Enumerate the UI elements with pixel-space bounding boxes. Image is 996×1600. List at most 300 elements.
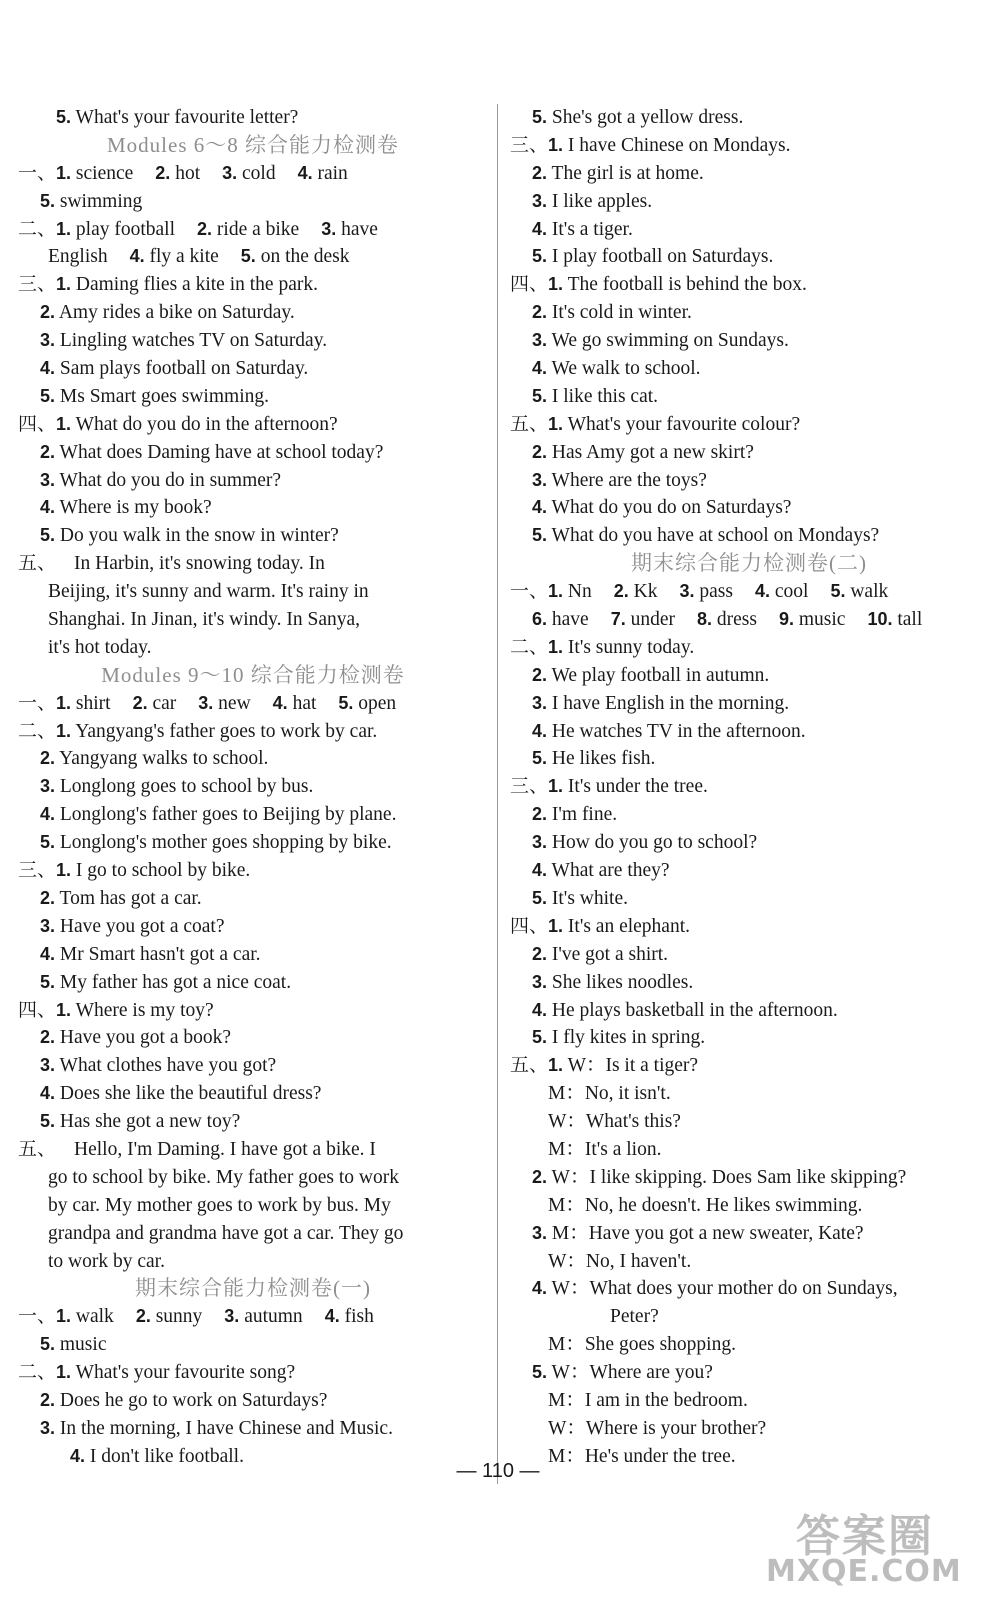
item-number: 1. bbox=[548, 134, 564, 155]
right-column bbox=[510, 104, 988, 1471]
item-number: 4. bbox=[272, 692, 288, 713]
answer-text: Mr Smart hasn't got a car. bbox=[59, 943, 261, 965]
answer-line bbox=[18, 857, 488, 885]
item-number: 5. bbox=[56, 107, 72, 127]
answer-line bbox=[510, 969, 988, 997]
section-marker: 五、 bbox=[510, 1054, 549, 1077]
answer-line bbox=[510, 243, 988, 271]
item-number: 4. bbox=[532, 1278, 548, 1299]
section-heading: 期末综合能力检测卷(二) bbox=[631, 551, 867, 576]
section-heading: Modules 9～10 综合能力检测卷 bbox=[101, 662, 405, 687]
item-number: 2. bbox=[40, 441, 56, 462]
section-heading: Modules 6～8 综合能力检测卷 bbox=[107, 132, 399, 157]
answer-line bbox=[18, 355, 488, 383]
answer-line bbox=[18, 1024, 488, 1052]
answer-text: Does she like the beautiful dress? bbox=[59, 1083, 322, 1105]
answer-text: shirt bbox=[75, 692, 111, 714]
answer-line bbox=[18, 327, 488, 355]
item-number: 2. bbox=[532, 943, 548, 964]
answer-text: W：Where are you? bbox=[551, 1362, 713, 1384]
answer-text: What's your favourite song? bbox=[75, 1362, 296, 1384]
item-number: 1. bbox=[548, 1055, 564, 1076]
answer-line bbox=[510, 662, 988, 690]
answer-text: I don't like football. bbox=[89, 1445, 244, 1467]
answer-text: The football is behind the box. bbox=[567, 274, 807, 296]
answer-line bbox=[18, 801, 488, 829]
item-number: 3. bbox=[40, 330, 56, 351]
answer-line bbox=[510, 1359, 988, 1387]
section-marker: 四、 bbox=[510, 273, 549, 296]
watermark-text-top: 答案圈 bbox=[796, 1511, 934, 1562]
answer-line bbox=[18, 773, 488, 801]
answer-line bbox=[18, 913, 488, 941]
answer-text: How do you go to school? bbox=[551, 832, 758, 854]
answer-line bbox=[510, 829, 988, 857]
item-number: 4. bbox=[532, 218, 548, 239]
section-marker: 三、 bbox=[510, 133, 549, 156]
answer-text: science bbox=[75, 162, 134, 184]
item-number: 1. bbox=[56, 218, 72, 239]
section-marker: 一、 bbox=[18, 161, 57, 184]
answer-line bbox=[510, 773, 988, 801]
item-number: 4. bbox=[40, 358, 56, 379]
left-column bbox=[18, 104, 488, 1471]
answer-text: W：No, I haven't. bbox=[548, 1250, 692, 1272]
item-number: 4. bbox=[754, 581, 770, 602]
answer-text: Yangyang's father goes to work by car. bbox=[75, 720, 378, 742]
item-number: 5. bbox=[532, 385, 548, 406]
answer-text: Daming flies a kite in the park. bbox=[75, 274, 318, 296]
answer-text: open bbox=[358, 692, 397, 714]
item-number: 3. bbox=[532, 190, 548, 211]
item-number: 8. bbox=[697, 609, 713, 630]
item-number: 1. bbox=[548, 636, 564, 657]
section-marker: 五、 bbox=[18, 1137, 57, 1160]
item-number: 9. bbox=[778, 609, 794, 630]
section-marker: 四、 bbox=[18, 412, 57, 435]
item-number: 5. bbox=[532, 1027, 548, 1048]
item-number: 3. bbox=[532, 832, 548, 853]
item-number: 5. bbox=[830, 581, 846, 602]
answer-line bbox=[510, 327, 988, 355]
answer-line bbox=[18, 606, 488, 634]
section-marker: 一、 bbox=[18, 691, 57, 714]
answer-text: Ms Smart goes swimming. bbox=[59, 385, 269, 407]
item-number: 5. bbox=[240, 246, 256, 267]
item-number: 1. bbox=[56, 413, 72, 434]
answer-line bbox=[18, 550, 488, 578]
item-number: 3. bbox=[40, 1055, 56, 1076]
answer-line bbox=[18, 104, 488, 132]
answer-text: dress bbox=[716, 609, 757, 631]
answer-text: Nn bbox=[567, 581, 592, 603]
item-number: 3. bbox=[532, 1222, 548, 1243]
answer-line bbox=[18, 997, 488, 1025]
item-number: 4. bbox=[129, 246, 145, 267]
item-number: 5. bbox=[532, 107, 548, 127]
answer-text: What are they? bbox=[551, 860, 670, 882]
item-number: 4. bbox=[532, 999, 548, 1020]
section-marker: 三、 bbox=[510, 775, 549, 798]
answer-line bbox=[510, 1136, 988, 1164]
answer-text: rain bbox=[317, 162, 348, 184]
answer-line bbox=[510, 913, 988, 941]
item-number: 2. bbox=[532, 1166, 548, 1187]
answer-text: It's white. bbox=[551, 887, 628, 909]
answer-text: it's hot today. bbox=[48, 636, 152, 658]
answer-text: Sam plays football on Saturday. bbox=[59, 358, 309, 380]
item-number: 1. bbox=[548, 413, 564, 434]
section-marker: 四、 bbox=[510, 914, 549, 937]
answer-text: W：Where is your brother? bbox=[548, 1417, 767, 1439]
item-number: 3. bbox=[532, 971, 548, 992]
answer-line bbox=[510, 745, 988, 773]
item-number: 2. bbox=[532, 664, 548, 685]
answer-text: What do you do on Saturdays? bbox=[551, 497, 792, 519]
item-number: 2. bbox=[532, 441, 548, 462]
answer-line bbox=[18, 383, 488, 411]
answer-line bbox=[18, 467, 488, 495]
answer-line bbox=[510, 941, 988, 969]
answer-line bbox=[18, 522, 488, 550]
answer-text: Longlong goes to school by bus. bbox=[59, 776, 314, 798]
answer-text: We play football in autumn. bbox=[551, 664, 770, 686]
section-heading: 期末综合能力检测卷(一) bbox=[135, 1276, 371, 1301]
item-number: 10. bbox=[867, 609, 893, 630]
answer-text: Has Amy got a new skirt? bbox=[551, 441, 754, 463]
answer-line bbox=[18, 1331, 488, 1359]
answer-text: She's got a yellow dress. bbox=[551, 107, 744, 128]
answer-text: M：No, he doesn't. He likes swimming. bbox=[548, 1194, 863, 1216]
section-marker: 五、 bbox=[510, 412, 549, 435]
answer-text: My father has got a nice coat. bbox=[59, 971, 292, 993]
answer-line bbox=[510, 857, 988, 885]
answer-line bbox=[510, 1052, 988, 1080]
item-number: 3. bbox=[40, 776, 56, 797]
item-number: 7. bbox=[610, 609, 626, 630]
item-number: 3. bbox=[40, 469, 56, 490]
answer-line bbox=[18, 634, 488, 662]
answer-text: Has she got a new toy? bbox=[59, 1111, 241, 1133]
answer-line bbox=[18, 299, 488, 327]
answer-text: ride a bike bbox=[216, 218, 300, 240]
answer-text: pass bbox=[699, 581, 733, 603]
answer-line bbox=[510, 690, 988, 718]
item-number: 5. bbox=[532, 1362, 548, 1383]
answer-line bbox=[18, 1192, 488, 1220]
answer-text: swimming bbox=[59, 190, 143, 212]
item-number: 3. bbox=[224, 1306, 240, 1327]
answer-line bbox=[18, 745, 488, 773]
item-number: 2. bbox=[40, 748, 56, 769]
answer-text: M：She goes shopping. bbox=[548, 1334, 736, 1356]
answer-text: What do you do in summer? bbox=[59, 469, 282, 491]
answer-text: It's an elephant. bbox=[567, 915, 691, 937]
answer-line bbox=[18, 578, 488, 606]
answer-line bbox=[510, 104, 988, 132]
item-number: 3. bbox=[198, 692, 214, 713]
answer-line bbox=[510, 885, 988, 913]
section-marker: 三、 bbox=[18, 273, 57, 296]
page-number: — 110 — bbox=[456, 1460, 540, 1482]
answer-line bbox=[510, 299, 988, 327]
answer-text: to work by car. bbox=[48, 1250, 165, 1272]
item-number: 2. bbox=[155, 162, 171, 183]
answer-text: M：It's a lion. bbox=[548, 1138, 662, 1160]
item-number: 2. bbox=[532, 302, 548, 323]
item-number: 1. bbox=[56, 1362, 72, 1383]
answer-text: music bbox=[798, 609, 846, 631]
answer-text: walk bbox=[850, 581, 889, 603]
item-number: 5. bbox=[40, 832, 56, 853]
answer-text: He watches TV in the afternoon. bbox=[551, 720, 806, 742]
answer-text: The girl is at home. bbox=[551, 162, 704, 184]
answer-line bbox=[18, 718, 488, 746]
item-number: 1. bbox=[56, 720, 72, 741]
item-number: 1. bbox=[56, 860, 72, 881]
item-number: 1. bbox=[548, 776, 564, 797]
item-number: 5. bbox=[532, 748, 548, 769]
item-number: 4. bbox=[40, 804, 56, 825]
answer-text: W：Is it a tiger? bbox=[567, 1055, 699, 1077]
answer-text: walk bbox=[75, 1306, 114, 1328]
item-number: 5. bbox=[40, 525, 56, 546]
watermark-text-bottom: MXQE.COM bbox=[766, 1554, 962, 1589]
answer-text: play football bbox=[75, 218, 176, 240]
answer-text: Where is my book? bbox=[59, 497, 212, 519]
answer-line bbox=[18, 494, 488, 522]
item-number: 4. bbox=[297, 162, 313, 183]
answer-text: M：I am in the bedroom. bbox=[548, 1389, 748, 1411]
item-number: 2. bbox=[613, 581, 629, 602]
item-number: 2. bbox=[532, 804, 548, 825]
answer-text: cold bbox=[242, 162, 276, 184]
answer-line bbox=[510, 718, 988, 746]
answer-line bbox=[18, 188, 488, 216]
answer-text: Does he go to work on Saturdays? bbox=[59, 1389, 328, 1411]
answer-line bbox=[18, 1387, 488, 1415]
item-number: 4. bbox=[70, 1445, 86, 1466]
answer-text: Peter? bbox=[610, 1306, 659, 1328]
answer-line bbox=[18, 829, 488, 857]
answer-text: have bbox=[551, 609, 589, 631]
answer-line bbox=[18, 439, 488, 467]
item-number: 5. bbox=[532, 246, 548, 267]
answer-line bbox=[510, 188, 988, 216]
answer-text: I play football on Saturdays. bbox=[551, 246, 774, 268]
answer-line bbox=[18, 969, 488, 997]
answer-text: Tom has got a car. bbox=[59, 887, 202, 909]
item-number: 1. bbox=[56, 162, 72, 183]
section-marker: 二、 bbox=[18, 1361, 57, 1384]
section-marker: 五、 bbox=[18, 552, 57, 575]
answer-line bbox=[510, 634, 988, 662]
answer-line bbox=[18, 1080, 488, 1108]
answer-text: W：I like skipping. Does Sam like skipping? bbox=[551, 1166, 907, 1188]
answer-text: music bbox=[59, 1334, 107, 1356]
answer-line bbox=[18, 1248, 488, 1276]
answer-text: We go swimming on Sundays. bbox=[551, 330, 789, 352]
answer-text: Shanghai. In Jinan, it's windy. In Sanya, bbox=[48, 609, 361, 631]
answer-line bbox=[18, 1303, 488, 1331]
watermark-logo bbox=[756, 1500, 982, 1592]
item-number: 1. bbox=[56, 999, 72, 1020]
column-divider bbox=[497, 104, 498, 1484]
answer-text: go to school by bike. My father goes to work bbox=[48, 1166, 399, 1188]
answer-text: We walk to school. bbox=[551, 358, 701, 380]
answer-line bbox=[510, 1192, 988, 1220]
item-number: 5. bbox=[40, 1334, 56, 1355]
answer-text: M：He's under the tree. bbox=[548, 1445, 736, 1467]
item-number: 2. bbox=[532, 162, 548, 183]
answer-line bbox=[18, 1164, 488, 1192]
answer-line bbox=[18, 1052, 488, 1080]
section-marker: 二、 bbox=[510, 635, 549, 658]
item-number: 5. bbox=[338, 692, 354, 713]
answer-text: What does Daming have at school today? bbox=[59, 441, 384, 463]
item-number: 1. bbox=[548, 915, 564, 936]
answer-text: He likes fish. bbox=[551, 748, 656, 770]
answer-line bbox=[510, 1303, 988, 1331]
item-number: 1. bbox=[548, 274, 564, 295]
item-number: 5. bbox=[532, 525, 548, 546]
answer-line bbox=[510, 1248, 988, 1276]
answer-line bbox=[510, 411, 988, 439]
answer-text: What's your favourite colour? bbox=[567, 413, 801, 435]
section-marker: 三、 bbox=[18, 859, 57, 882]
answer-text: have bbox=[341, 218, 378, 240]
answer-text: hot bbox=[175, 162, 201, 184]
answer-text: M：No, it isn't. bbox=[548, 1083, 671, 1105]
item-number: 2. bbox=[40, 1389, 56, 1410]
answer-text: What's your favourite letter? bbox=[75, 107, 299, 128]
item-number: 5. bbox=[532, 887, 548, 908]
answer-text: sunny bbox=[155, 1306, 203, 1328]
answer-line bbox=[510, 801, 988, 829]
item-number: 2. bbox=[40, 1027, 56, 1048]
answer-text: Beijing, it's sunny and warm. It's rainy in bbox=[48, 581, 369, 603]
answer-line bbox=[18, 271, 488, 299]
item-number: 3. bbox=[40, 1417, 56, 1438]
answer-text: It's under the tree. bbox=[567, 776, 708, 798]
answer-line bbox=[510, 467, 988, 495]
answer-line bbox=[18, 216, 488, 244]
answer-line bbox=[510, 1108, 988, 1136]
answer-line bbox=[18, 1415, 488, 1443]
item-number: 1. bbox=[56, 692, 72, 713]
item-number: 5. bbox=[40, 385, 56, 406]
answer-line bbox=[510, 1164, 988, 1192]
answer-text: I like apples. bbox=[551, 190, 653, 212]
answer-text: W：What does your mother do on Sundays, bbox=[551, 1278, 898, 1300]
answer-text: car bbox=[152, 692, 177, 714]
answer-text: cool bbox=[774, 581, 809, 603]
answer-text: I've got a shirt. bbox=[551, 943, 669, 965]
item-number: 1. bbox=[56, 1306, 72, 1327]
answer-line bbox=[18, 1359, 488, 1387]
section-marker: 一、 bbox=[18, 1305, 57, 1328]
item-number: 2. bbox=[132, 692, 148, 713]
item-number: 6. bbox=[532, 609, 548, 630]
answer-text: Longlong's father goes to Beijing by plane. bbox=[59, 804, 397, 826]
answer-text: What do you have at school on Mondays? bbox=[551, 525, 880, 547]
item-number: 4. bbox=[40, 943, 56, 964]
answer-text: Kk bbox=[633, 581, 658, 603]
answer-text: new bbox=[218, 692, 251, 714]
item-number: 4. bbox=[324, 1306, 340, 1327]
answer-line bbox=[18, 160, 488, 188]
answer-text: She likes noodles. bbox=[551, 971, 694, 993]
answer-line bbox=[510, 1220, 988, 1248]
answer-line bbox=[510, 997, 988, 1025]
answer-text: Hello, I'm Daming. I have got a bike. I bbox=[74, 1138, 376, 1160]
answer-text: Yangyang walks to school. bbox=[59, 748, 269, 770]
item-number: 4. bbox=[532, 860, 548, 881]
answer-text: In the morning, I have Chinese and Music. bbox=[59, 1417, 393, 1439]
answer-text: I have English in the morning. bbox=[551, 692, 790, 714]
answer-text: M：Have you got a new sweater, Kate? bbox=[551, 1222, 864, 1244]
answer-text: It's sunny today. bbox=[567, 636, 695, 658]
answer-text: Amy rides a bike on Saturday. bbox=[58, 302, 295, 324]
answer-line bbox=[510, 132, 988, 160]
section-marker: 一、 bbox=[510, 580, 549, 603]
answer-line bbox=[510, 355, 988, 383]
answer-text: English bbox=[48, 246, 108, 268]
answer-line bbox=[18, 885, 488, 913]
answer-text: He plays basketball in the afternoon. bbox=[551, 999, 838, 1021]
answer-text: autumn bbox=[244, 1306, 303, 1328]
item-number: 4. bbox=[532, 358, 548, 379]
answer-line bbox=[510, 522, 988, 550]
answer-text: Lingling watches TV on Saturday. bbox=[59, 330, 328, 352]
section-marker: 二、 bbox=[18, 217, 57, 240]
answer-text: It's cold in winter. bbox=[551, 302, 692, 324]
item-number: 3. bbox=[532, 330, 548, 351]
item-number: 3. bbox=[321, 218, 337, 239]
answer-line bbox=[510, 494, 988, 522]
answer-text: I'm fine. bbox=[551, 804, 618, 826]
section-marker: 四、 bbox=[18, 998, 57, 1021]
item-number: 5. bbox=[40, 190, 56, 211]
answer-line bbox=[510, 1331, 988, 1359]
answer-text: What do you do in the afternoon? bbox=[75, 413, 338, 435]
answer-text: hat bbox=[292, 692, 317, 714]
answer-line bbox=[510, 1080, 988, 1108]
item-number: 3. bbox=[40, 915, 56, 936]
answer-text: What clothes have you got? bbox=[59, 1055, 277, 1077]
item-number: 2. bbox=[40, 302, 56, 323]
answer-line bbox=[510, 383, 988, 411]
answer-text: fish bbox=[344, 1306, 374, 1328]
answer-line bbox=[18, 1108, 488, 1136]
item-number: 4. bbox=[40, 497, 56, 518]
answer-line bbox=[510, 1024, 988, 1052]
section-marker: 二、 bbox=[18, 719, 57, 742]
answer-text: Where is my toy? bbox=[75, 999, 214, 1021]
answer-line bbox=[510, 606, 988, 634]
item-number: 3. bbox=[532, 692, 548, 713]
answer-line bbox=[510, 1387, 988, 1415]
answer-line bbox=[510, 216, 988, 244]
answer-line bbox=[510, 160, 988, 188]
item-number: 4. bbox=[40, 1083, 56, 1104]
answer-text: Do you walk in the snow in winter? bbox=[59, 525, 339, 547]
item-number: 2. bbox=[40, 887, 56, 908]
answer-text: I like this cat. bbox=[551, 385, 659, 407]
answer-text: I have Chinese on Mondays. bbox=[567, 134, 791, 156]
answer-text: tall bbox=[897, 609, 923, 631]
answer-line bbox=[510, 439, 988, 467]
